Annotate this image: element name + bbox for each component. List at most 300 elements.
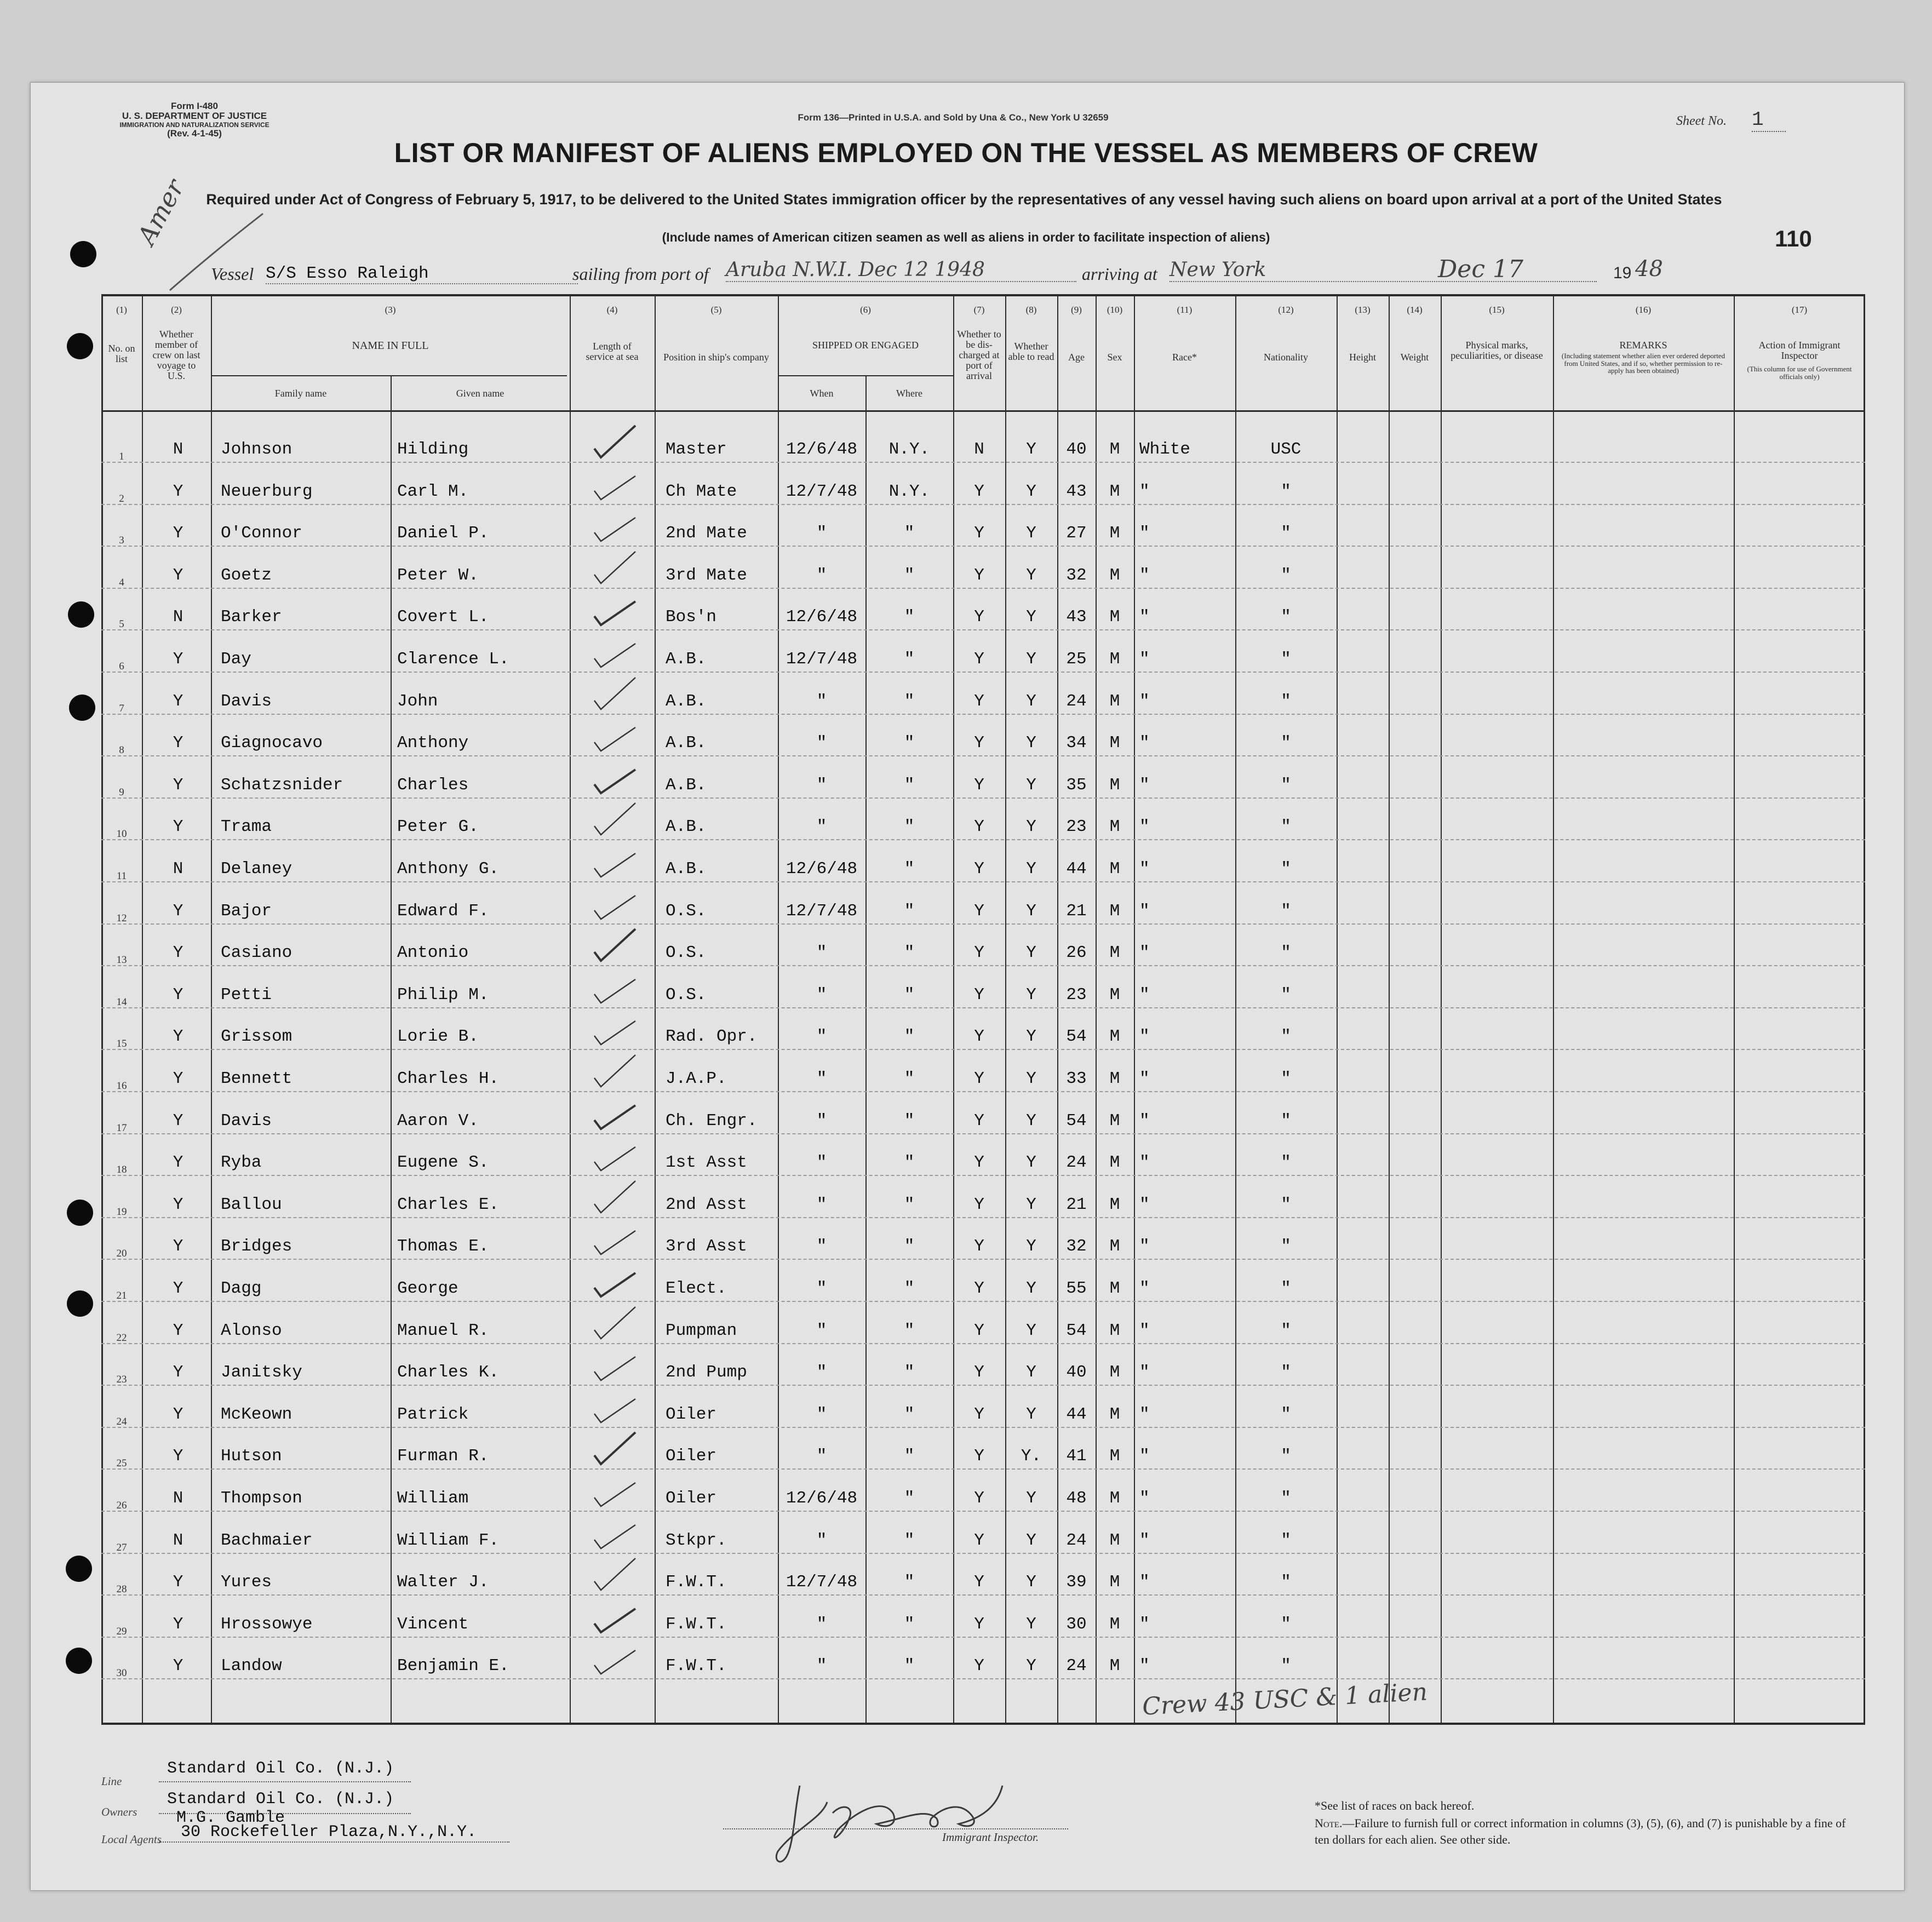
shipped-where-cell: " — [904, 1614, 915, 1634]
row-number: 20 — [116, 1248, 127, 1260]
race-cell: White — [1139, 440, 1191, 459]
sex-cell: M — [1109, 1027, 1120, 1047]
last-voyage-cell: Y — [173, 1447, 184, 1466]
family-name-cell: Trama — [221, 817, 272, 837]
given-name-cell: Daniel P. — [397, 524, 489, 543]
discharged-cell: Y — [974, 1656, 984, 1676]
read-cell: Y — [1026, 1027, 1036, 1047]
given-name-cell: Walter J. — [397, 1573, 489, 1592]
nationality-cell: " — [1281, 775, 1291, 795]
last-voyage-cell: Y — [173, 1111, 184, 1131]
shipped-where-cell: " — [904, 1573, 915, 1592]
read-cell: Y — [1026, 1321, 1036, 1340]
check-mark-icon — [583, 798, 644, 841]
position-cell: 3rd Asst — [666, 1237, 747, 1257]
age-cell: 55 — [1066, 1279, 1087, 1298]
age-cell: 32 — [1066, 1237, 1087, 1257]
nationality-cell: " — [1281, 650, 1291, 669]
check-mark-icon — [583, 630, 644, 674]
position-cell: Ch. Engr. — [666, 1111, 758, 1131]
read-cell: Y — [1026, 1656, 1036, 1676]
last-voyage-cell: Y — [173, 733, 184, 753]
nationality-cell: " — [1281, 1656, 1291, 1676]
discharged-cell: Y — [974, 775, 984, 795]
discharged-cell: Y — [974, 1111, 984, 1131]
race-cell: " — [1139, 1363, 1150, 1382]
position-cell: Ch Mate — [666, 481, 737, 501]
col-header-last-voyage: Whether member of crew on last voyage to U.S. — [152, 329, 200, 381]
agents-rule — [159, 1841, 509, 1843]
col-num-12: (12) — [1278, 305, 1294, 315]
given-name-cell: Furman R. — [397, 1447, 489, 1466]
shipped-when-cell: " — [816, 1069, 827, 1088]
discharged-cell: Y — [974, 481, 984, 501]
sex-cell: M — [1109, 524, 1120, 543]
col-num-3: (3) — [385, 305, 396, 315]
family-name-cell: Alonso — [221, 1321, 282, 1340]
line-label: Line — [101, 1775, 122, 1788]
nationality-cell: " — [1281, 943, 1291, 963]
row-rule — [101, 546, 1865, 547]
discharged-cell: Y — [974, 1195, 984, 1214]
given-name-cell: Philip M. — [397, 985, 489, 1005]
discharged-cell: Y — [974, 1363, 984, 1382]
sex-cell: M — [1109, 691, 1120, 711]
nationality-cell: " — [1281, 733, 1291, 753]
row-rule — [101, 1301, 1865, 1302]
row-rule — [101, 629, 1865, 630]
race-cell: " — [1139, 565, 1150, 585]
read-cell: Y — [1026, 1237, 1036, 1257]
shipped-when-cell: " — [816, 1237, 827, 1257]
row-rule — [101, 1133, 1865, 1134]
row-number: 25 — [116, 1458, 127, 1470]
age-cell: 43 — [1066, 481, 1087, 501]
shipped-when-cell: " — [816, 1363, 827, 1382]
col-header-sex: Sex — [1107, 352, 1122, 363]
inspector-label: Immigrant Inspector. — [942, 1831, 1039, 1844]
owners-label: Owners — [101, 1805, 137, 1818]
sheet-number — [1676, 108, 1786, 131]
sheet-number-label: Sheet No. — [1676, 114, 1727, 128]
family-name-cell: Ballou — [221, 1195, 282, 1214]
shipped-when-cell: " — [816, 985, 827, 1005]
discharged-cell: Y — [974, 1237, 984, 1257]
row-number: 5 — [119, 618, 124, 630]
last-voyage-cell: Y — [173, 524, 184, 543]
age-cell: 44 — [1066, 859, 1087, 879]
family-name-cell: Bajor — [221, 901, 272, 921]
family-name-cell: Davis — [221, 1111, 272, 1131]
shipped-where-cell: " — [904, 733, 915, 753]
sailing-port: Aruba N.W.I. Dec 12 1948 — [726, 259, 1076, 282]
nationality-cell: " — [1281, 1573, 1291, 1592]
race-cell: " — [1139, 1489, 1150, 1508]
sex-cell: M — [1109, 985, 1120, 1005]
shipped-where-cell: " — [904, 1363, 915, 1382]
row-number: 3 — [119, 535, 124, 547]
discharged-cell: Y — [974, 691, 984, 711]
check-mark-icon — [583, 756, 644, 800]
discharged-cell: Y — [974, 1447, 984, 1466]
race-cell: " — [1139, 1279, 1150, 1298]
discharged-cell: Y — [974, 901, 984, 921]
discharged-cell: Y — [974, 733, 984, 753]
age-cell: 35 — [1066, 775, 1087, 795]
nationality-cell: " — [1281, 1321, 1291, 1340]
shipped-when-cell: " — [816, 733, 827, 753]
punch-hole — [67, 1290, 93, 1317]
read-cell: Y — [1026, 524, 1036, 543]
form-number: Form I-480 — [171, 101, 218, 111]
position-cell: A.B. — [666, 817, 707, 837]
sex-cell: M — [1109, 440, 1120, 459]
row-rule — [101, 1427, 1865, 1428]
crew-tally: Crew 43 USC & 1 alien — [1142, 1678, 1429, 1721]
sex-cell: M — [1109, 1153, 1120, 1173]
shipped-where-cell: " — [904, 607, 915, 627]
service-name: IMMIGRATION AND NATURALIZATION SERVICE — [119, 121, 270, 129]
col-header-given-name: Given name — [456, 388, 505, 399]
read-cell: Y — [1026, 1614, 1036, 1634]
age-cell: 27 — [1066, 524, 1087, 543]
shipped-when-cell: " — [816, 691, 827, 711]
read-cell: Y — [1026, 1573, 1036, 1592]
age-cell: 39 — [1066, 1573, 1087, 1592]
shipped-where-cell: " — [904, 565, 915, 585]
family-name-cell: Bridges — [221, 1237, 293, 1257]
position-cell: Stkpr. — [666, 1530, 727, 1550]
read-cell: Y — [1026, 1279, 1036, 1298]
age-cell: 41 — [1066, 1447, 1087, 1466]
read-cell: Y — [1026, 1489, 1036, 1508]
read-cell: Y — [1026, 481, 1036, 501]
row-number: 4 — [119, 576, 124, 588]
sex-cell: M — [1109, 1447, 1120, 1466]
position-cell: F.W.T. — [666, 1614, 727, 1634]
col-header-nationality: Nationality — [1264, 352, 1308, 363]
punch-hole — [69, 695, 95, 721]
row-rule — [101, 1343, 1865, 1344]
punch-hole — [68, 601, 94, 628]
race-cell: " — [1139, 1237, 1150, 1257]
shipped-when-cell: " — [816, 1614, 827, 1634]
row-number: 16 — [116, 1080, 127, 1092]
nationality-cell: " — [1281, 1195, 1291, 1214]
discharged-cell: Y — [974, 565, 984, 585]
given-name-cell: John — [397, 691, 438, 711]
row-rule — [101, 1049, 1865, 1050]
position-cell: A.B. — [666, 650, 707, 669]
last-voyage-cell: Y — [173, 1069, 184, 1088]
row-number: 19 — [116, 1206, 127, 1218]
nationality-cell: " — [1281, 985, 1291, 1005]
last-voyage-cell: N — [173, 1530, 184, 1550]
given-name-cell: Anthony G. — [397, 859, 500, 879]
punch-hole — [66, 1556, 92, 1582]
sex-cell: M — [1109, 650, 1120, 669]
sex-cell: M — [1109, 1069, 1120, 1088]
read-cell: Y — [1026, 985, 1036, 1005]
race-cell: " — [1139, 1656, 1150, 1676]
nationality-cell: " — [1281, 1530, 1291, 1550]
last-voyage-cell: Y — [173, 650, 184, 669]
sex-cell: M — [1109, 1656, 1120, 1676]
agents-label: Local Agents — [101, 1833, 162, 1846]
family-name-cell: Dagg — [221, 1279, 262, 1298]
given-name-cell: Eugene S. — [397, 1153, 489, 1173]
last-voyage-cell: Y — [173, 1321, 184, 1340]
row-rule — [101, 1637, 1865, 1638]
discharged-cell: Y — [974, 1069, 984, 1088]
given-name-cell: Charles — [397, 775, 469, 795]
row-number: 21 — [116, 1290, 127, 1301]
position-cell: 2nd Pump — [666, 1363, 747, 1382]
row-rule — [101, 462, 1865, 463]
shipped-where-cell: N.Y. — [888, 440, 930, 459]
discharged-cell: Y — [974, 650, 984, 669]
sex-cell: M — [1109, 1363, 1120, 1382]
race-cell: " — [1139, 1027, 1150, 1047]
family-name-cell: Janitsky — [221, 1363, 302, 1382]
sex-cell: M — [1109, 1530, 1120, 1550]
position-cell: Elect. — [666, 1279, 727, 1298]
given-name-cell: Manuel R. — [397, 1321, 489, 1340]
check-mark-icon — [583, 1511, 644, 1555]
sheet-number-value: 1 — [1752, 108, 1786, 132]
shipped-when-cell: 12/6/48 — [786, 859, 858, 879]
given-name-cell: Charles K. — [397, 1363, 500, 1382]
read-cell: Y — [1026, 1363, 1036, 1382]
shipped-where-cell: " — [904, 1656, 915, 1676]
nationality-cell: " — [1281, 1153, 1291, 1173]
punch-hole — [67, 1200, 93, 1226]
given-name-cell: Antonio — [397, 943, 469, 963]
family-name-cell: O'Connor — [221, 524, 302, 543]
read-cell: Y — [1026, 1404, 1036, 1424]
row-number: 30 — [116, 1667, 127, 1679]
col-num-7: (7) — [973, 305, 985, 315]
col-header-height: Height — [1349, 352, 1376, 363]
col-header-physical-marks: Physical marks, peculiarities, or disease — [1451, 340, 1543, 361]
col-num-13: (13) — [1355, 305, 1371, 315]
row-number: 24 — [116, 1415, 127, 1427]
col-header-when: When — [810, 388, 834, 399]
form-revision: (Rev. 4-1-45) — [167, 128, 222, 139]
shipped-where-cell: " — [904, 524, 915, 543]
shipped-where-cell: " — [904, 1027, 915, 1047]
given-name-cell: Carl M. — [397, 481, 469, 501]
last-voyage-cell: Y — [173, 1195, 184, 1214]
family-name-cell: McKeown — [221, 1404, 293, 1424]
family-name-cell: Giagnocavo — [221, 733, 323, 753]
last-voyage-cell: Y — [173, 1573, 184, 1592]
col-num-10: (10) — [1107, 305, 1123, 315]
nationality-cell: " — [1281, 859, 1291, 879]
sex-cell: M — [1109, 1321, 1120, 1340]
shipped-when-cell: 12/6/48 — [786, 1489, 858, 1508]
last-voyage-cell: Y — [173, 1363, 184, 1382]
arrival-date: Dec 17 — [1438, 255, 1523, 283]
read-cell: Y — [1026, 565, 1036, 585]
shipped-where-cell: " — [904, 1153, 915, 1173]
age-cell: 43 — [1066, 607, 1087, 627]
discharged-cell: Y — [974, 1614, 984, 1634]
col-num-11: (11) — [1177, 305, 1193, 315]
shipped-where-cell: " — [904, 1321, 915, 1340]
row-number: 15 — [116, 1038, 127, 1050]
read-cell: Y. — [1021, 1447, 1042, 1466]
sex-cell: M — [1109, 733, 1120, 753]
age-cell: 21 — [1066, 901, 1087, 921]
shipped-where-cell: " — [904, 985, 915, 1005]
col-num-14: (14) — [1407, 305, 1423, 315]
col-num-17: (17) — [1791, 305, 1808, 315]
check-mark-icon — [583, 1553, 644, 1597]
position-cell: 2nd Asst — [666, 1195, 747, 1214]
race-cell: " — [1139, 1573, 1150, 1592]
given-name-cell: Peter G. — [397, 817, 479, 837]
nationality-cell: " — [1281, 1111, 1291, 1131]
given-name-cell: Charles E. — [397, 1195, 500, 1214]
family-name-cell: Grissom — [221, 1027, 293, 1047]
position-cell: 1st Asst — [666, 1153, 747, 1173]
col-num-2: (2) — [171, 305, 182, 315]
nationality-cell: " — [1281, 1069, 1291, 1088]
shipped-when-cell: " — [816, 817, 827, 837]
age-cell: 25 — [1066, 650, 1087, 669]
discharged-cell: Y — [974, 1530, 984, 1550]
age-cell: 54 — [1066, 1111, 1087, 1131]
family-name-cell: Bachmaier — [221, 1530, 313, 1550]
department-name: U. S. DEPARTMENT OF JUSTICE — [122, 111, 267, 122]
family-name-cell: Schatzsnider — [221, 775, 343, 795]
check-mark-icon — [583, 462, 644, 506]
nationality-cell: " — [1281, 1489, 1291, 1508]
shipped-where-cell: " — [904, 817, 915, 837]
nationality-cell: " — [1281, 565, 1291, 585]
agents-value-1: M.G. Gamble — [176, 1809, 285, 1827]
age-cell: 40 — [1066, 440, 1087, 459]
nationality-cell: " — [1281, 1279, 1291, 1298]
page-subtitle-note: (Include names of American citizen seamen as well as aliens in order to facilitate inspection of aliens) — [662, 230, 1270, 244]
race-cell: " — [1139, 650, 1150, 669]
race-cell: " — [1139, 775, 1150, 795]
read-cell: Y — [1026, 440, 1036, 459]
last-voyage-cell: Y — [173, 691, 184, 711]
row-number: 7 — [119, 702, 124, 714]
row-number: 18 — [116, 1164, 127, 1176]
position-cell: O.S. — [666, 901, 707, 921]
col-header-action: Action of Immigrant Inspector — [1758, 340, 1841, 361]
race-cell: " — [1139, 1447, 1150, 1466]
row-number: 11 — [116, 870, 127, 882]
row-number: 8 — [119, 744, 124, 756]
owners-value: Standard Oil Co. (N.J.) — [167, 1790, 394, 1809]
row-rule — [101, 1091, 1865, 1092]
check-mark-icon — [583, 923, 644, 967]
age-cell: 44 — [1066, 1404, 1087, 1424]
shipped-when-cell: " — [816, 1321, 827, 1340]
row-number: 28 — [116, 1584, 127, 1596]
family-name-cell: Davis — [221, 691, 272, 711]
row-rule — [101, 1468, 1865, 1470]
read-cell: Y — [1026, 901, 1036, 921]
shipped-when-cell: 12/7/48 — [786, 650, 858, 669]
year-prefix: 19 — [1613, 264, 1632, 282]
col-header-age: Age — [1068, 352, 1085, 363]
age-cell: 54 — [1066, 1321, 1087, 1340]
position-cell: 2nd Mate — [666, 524, 747, 543]
position-cell: A.B. — [666, 859, 707, 879]
given-name-cell: George — [397, 1279, 458, 1298]
age-cell: 23 — [1066, 985, 1087, 1005]
last-voyage-cell: Y — [173, 901, 184, 921]
line-rule — [159, 1781, 411, 1782]
row-number: 14 — [116, 996, 127, 1008]
nationality-cell: " — [1281, 1027, 1291, 1047]
discharged-cell: Y — [974, 1489, 984, 1508]
position-cell: Pumpman — [666, 1321, 737, 1340]
sex-cell: M — [1109, 817, 1120, 837]
position-cell: O.S. — [666, 985, 707, 1005]
position-cell: A.B. — [666, 733, 707, 753]
col-header-discharged: Whether to be dis-charged at port of arrival — [957, 329, 1001, 381]
check-mark-icon — [583, 1175, 644, 1219]
age-cell: 30 — [1066, 1614, 1087, 1634]
row-rule — [101, 588, 1865, 589]
col-num-15: (15) — [1489, 305, 1505, 315]
shipped-where-cell: " — [904, 691, 915, 711]
discharged-cell: Y — [974, 1573, 984, 1592]
age-cell: 54 — [1066, 1027, 1087, 1047]
nationality-cell: " — [1281, 1363, 1291, 1382]
discharged-cell: Y — [974, 817, 984, 837]
row-rule — [101, 881, 1865, 882]
position-cell: Oiler — [666, 1489, 717, 1508]
shipped-where-cell: " — [904, 1069, 915, 1088]
printer-note: Form 136—Printed in U.S.A. and Sold by Una & Co., New York U 32659 — [798, 112, 1109, 123]
given-name-cell: William — [397, 1489, 469, 1508]
sex-cell: M — [1109, 775, 1120, 795]
read-cell: Y — [1026, 650, 1036, 669]
family-name-cell: Ryba — [221, 1153, 262, 1173]
row-rule — [101, 965, 1865, 966]
shipped-when-cell: " — [816, 1279, 827, 1298]
read-cell: Y — [1026, 1195, 1036, 1214]
check-mark-icon — [583, 588, 644, 632]
row-rule — [101, 1007, 1865, 1008]
shipped-where-cell: " — [904, 943, 915, 963]
nationality-cell: " — [1281, 524, 1291, 543]
shipped-when-cell: " — [816, 1027, 827, 1047]
shipped-when-cell: 12/7/48 — [786, 901, 858, 921]
form-identifier — [96, 101, 293, 139]
race-cell: " — [1139, 943, 1150, 963]
last-voyage-cell: N — [173, 859, 184, 879]
shipped-where-cell: " — [904, 901, 915, 921]
row-rule — [101, 839, 1865, 840]
col-header-read: Whether able to read — [1008, 341, 1054, 362]
last-voyage-cell: Y — [173, 775, 184, 795]
col-num-16: (16) — [1635, 305, 1652, 315]
given-name-cell: Charles H. — [397, 1069, 500, 1088]
family-name-cell: Barker — [221, 607, 282, 627]
shipped-when-cell: " — [816, 1530, 827, 1550]
read-cell: Y — [1026, 1153, 1036, 1173]
shipped-when-cell: " — [816, 1111, 827, 1131]
given-name-cell: Patrick — [397, 1404, 469, 1424]
